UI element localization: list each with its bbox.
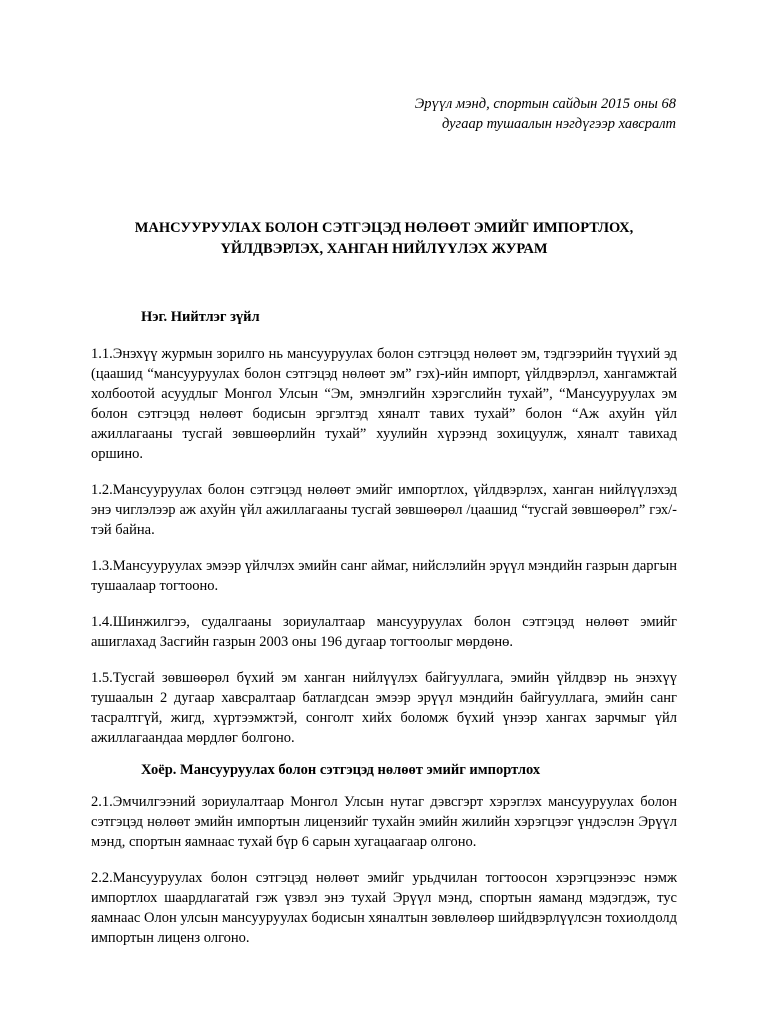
paragraph-1-3: 1.3.Мансууруулах эмээр үйлчлэх эмийн санг аймаг, нийслэлийн эрүүл мэндийн газрын даргын тушаалаар тогтооно. [91,558,677,594]
paragraph-1-2: 1.2.Мансууруулах болон сэтгэцэд нөлөөт эмийг импортлох, үйлдвэрлэх, ханган нийлүүлэхэд энэ чиглэлээр аж ахуйн үйл ажиллагааны тусгай зөвшөөрөл /цаашид “тусгай зөвшөөрөл” гэх/-тэй байна. [91,482,677,538]
paragraph-1-4: 1.4.Шинжилгээ, судалгааны зориулалтаар мансууруулах болон сэтгэцэд нөлөөт эмийг ашиглахад Засгийн газрын 2003 оны 196 дугаар тогтоолыг мөрдөнө. [91,614,677,650]
document-title-line-1: МАНСУУРУУЛАХ БОЛОН СЭТГЭЦЭД НӨЛӨӨТ ЭМИЙГ ИМПОРТЛОХ, [134,220,634,236]
paragraph-2-1: 2.1.Эмчилгээний зориулалтаар Монгол Улсын нутаг дэвсгэрт хэрэглэх мансууруулах болон сэтгэцэд нөлөөт эмийн импортын лицензийг тухайн эмийн жилийн хэрэгцээг үндэслэн Эрүүл мэнд, спортын яамнаас тухай бүр 6 сарын хугацаагаар олгоно. [91,794,677,850]
section-heading: Хоёр. Мансууруулах болон сэтгэцэд нөлөөт эмийг импортлох [141,762,541,778]
document-title-line-2: ҮЙЛДВЭРЛЭХ, ХАНГАН НИЙЛҮҮЛЭХ ЖУРАМ [220,241,548,257]
paragraph-1-5: 1.5.Тусгай зөвшөөрөл бүхий эм ханган нийлүүлэх байгууллага, эмийн үйлдвэр нь энэхүү тушаалын 2 дугаар хавсралтаар батлагдсан эмээр эрүүл мэндийн байгууллага, эмийн санг тасралтгүй, жигд, хүртээмжтэй, сонголт хийх боломж бүхий үнээр хангах зарчмыг үйл ажиллагаандаа мөрдлөг болгоно. [91,670,677,746]
section-1 [91,307,677,748]
annex-note [276,94,676,134]
section-2 [91,760,677,948]
paragraph-1-1: 1.1.Энэхүү журмын зорилго нь мансууруулах болон сэтгэцэд нөлөөт эм, тэдгээрийн түүхий эд (цаашид “мансууруулах болон сэтгэцэд нөлөөт эм” гэх)-ийн импорт, үйлдвэрлэл, хангамжтай холбоотой асуудлыг Монгол Улсын “Эм, эмнэлгийн хэрэгслийн тухай”, “Мансууруулах эм болон сэтгэцэд нөлөөт бодисын эргэлтэд хяналт тавих тухай” болон “Аж ахуйн үйл ажиллагааны тусгай зөвшөөрлийн тухай” хуулийн хүрээнд зохицуулж, хяналт тавихад оршино. [91,346,677,462]
document-body [91,307,677,964]
section-heading: Нэг. Нийтлэг зүйл [141,309,260,325]
annex-note-line-2: дугаар тушаалын нэгдүгээр хавсралт [441,116,676,132]
paragraph-2-2: 2.2.Мансууруулах болон сэтгэцэд нөлөөт эмийг урьдчилан тогтоосон хэрэгцээнээс нэмж импортлох шаардлагатай гэж үзвэл энэ тухай Эрүүл мэнд, спортын яаманд мэдэгдэж, тус яамнаас Олон улсын мансууруулах бодисын хяналтын зөвлөлөөр шийдвэрлүүлсэн тохиолдолд импортын лиценз олгоно. [91,870,677,946]
annex-note-line-1: Эрүүл мэнд, спортын сайдын 2015 оны 68 [414,96,676,112]
document-title [91,218,677,260]
